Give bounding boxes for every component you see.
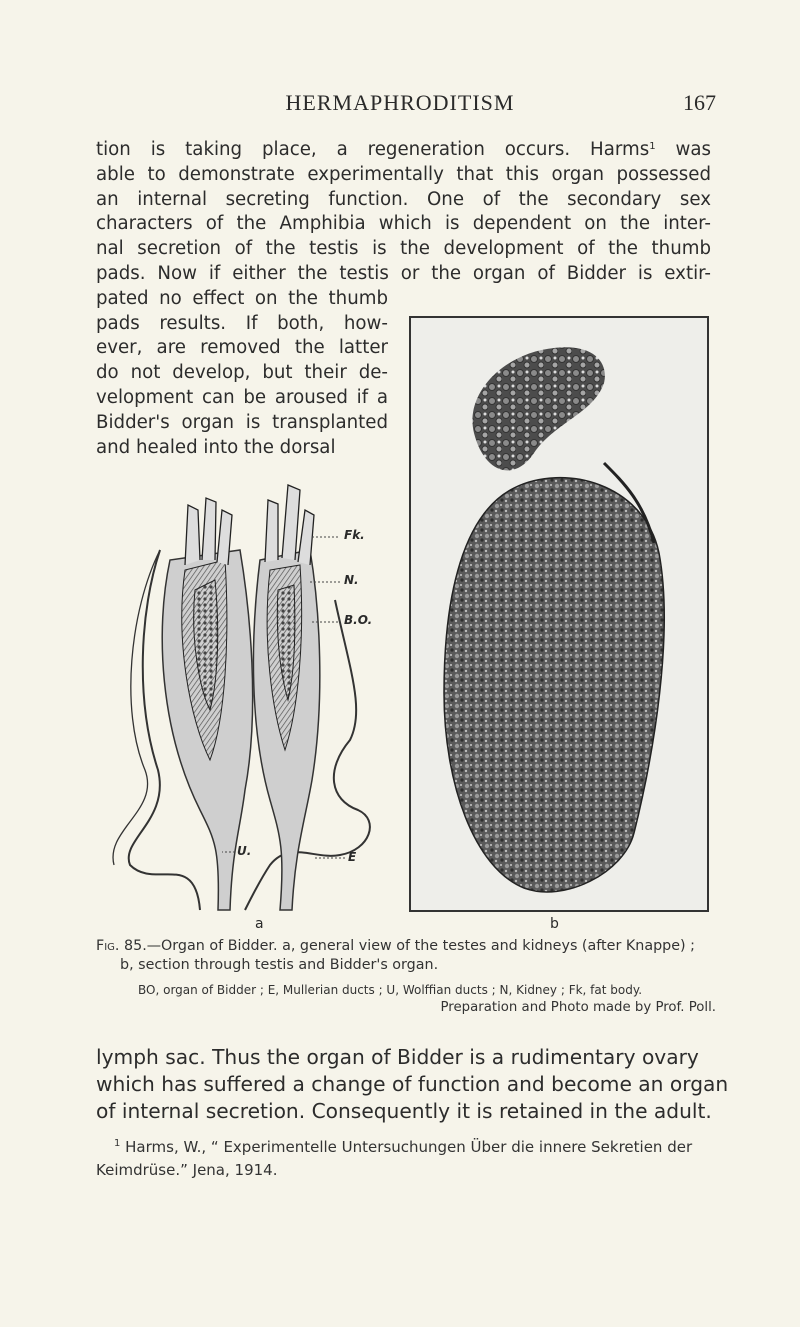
text-line: of internal secretion. Consequently it is retained in the adult. [96,1099,712,1123]
figure-caption [96,937,716,1016]
caption-legend: BO, organ of Bidder ; E, Mullerian ducts ; U, Wolffian ducts ; N, Kidney ; Fk, fat body. [138,983,643,997]
text-line: pads. Now if either the testis or the organ of Bidder is extir- [96,262,711,284]
caption-credit: Preparation and Photo made by Prof. Poll. [440,1000,716,1015]
text-line: velopment can be aroused if a [96,386,388,408]
page-number: 167 [683,90,716,115]
text-line: Bidder's organ is transplanted [96,411,388,433]
figure-label-a: a [255,916,264,932]
paragraph-2 [96,1044,729,1125]
text-line: lymph sac. Thus the organ of Bidder is a rudimentary ovary [96,1045,699,1069]
text-line: nal secretion of the testis is the development of the thumb [96,238,711,260]
annotation-fk: Fk. [344,528,365,542]
footnote-marker: 1 [114,1138,121,1149]
text-line: tion is taking place, a regeneration occurs. Harms$^1$ was [96,139,711,160]
text-line: do not develop, but their de- [96,362,388,384]
caption-main: Fig. 85.—Organ of Bidder. a, general view of the testes and kidneys (after Knappe) ; b, section through testis and Bidder's organ. [96,938,695,973]
annotation-u: U. [237,844,252,858]
text-line: which has suffered a change of function and become an organ [96,1072,729,1096]
text-line: pated no effect on the thumb [96,287,388,309]
running-title: HERMAPHRODITISM [285,90,515,115]
annotation-e: E [348,850,357,864]
text-line: ever, are removed the latter [96,337,388,359]
text-line: pads results. If both, how- [96,312,388,334]
annotation-bo: B.O. [344,613,373,627]
text-line: able to demonstrate experimentally that this organ possessed [96,163,711,185]
annotation-n: N. [344,573,359,587]
text-line: and healed into the dorsal [96,436,336,458]
footnote-marker: 1 [649,141,656,152]
figure-a-drawing [100,470,400,930]
figure-label-b: b [550,916,559,932]
footnote: $^1$ Harms, W., “ Experimentelle Untersuchungen Über die innere Sekretien der Keimdrüse.” Jena, 1914. [96,1138,693,1179]
running-header [0,90,800,120]
text-line: characters of the Amphibia which is dependent on the inter- [96,213,711,235]
figure-number: Fig. 85. [96,938,147,954]
figure-b-photo [404,313,712,913]
text-line: an internal secreting function. One of the secondary sex [96,188,711,210]
testis-section-photo [404,313,712,913]
